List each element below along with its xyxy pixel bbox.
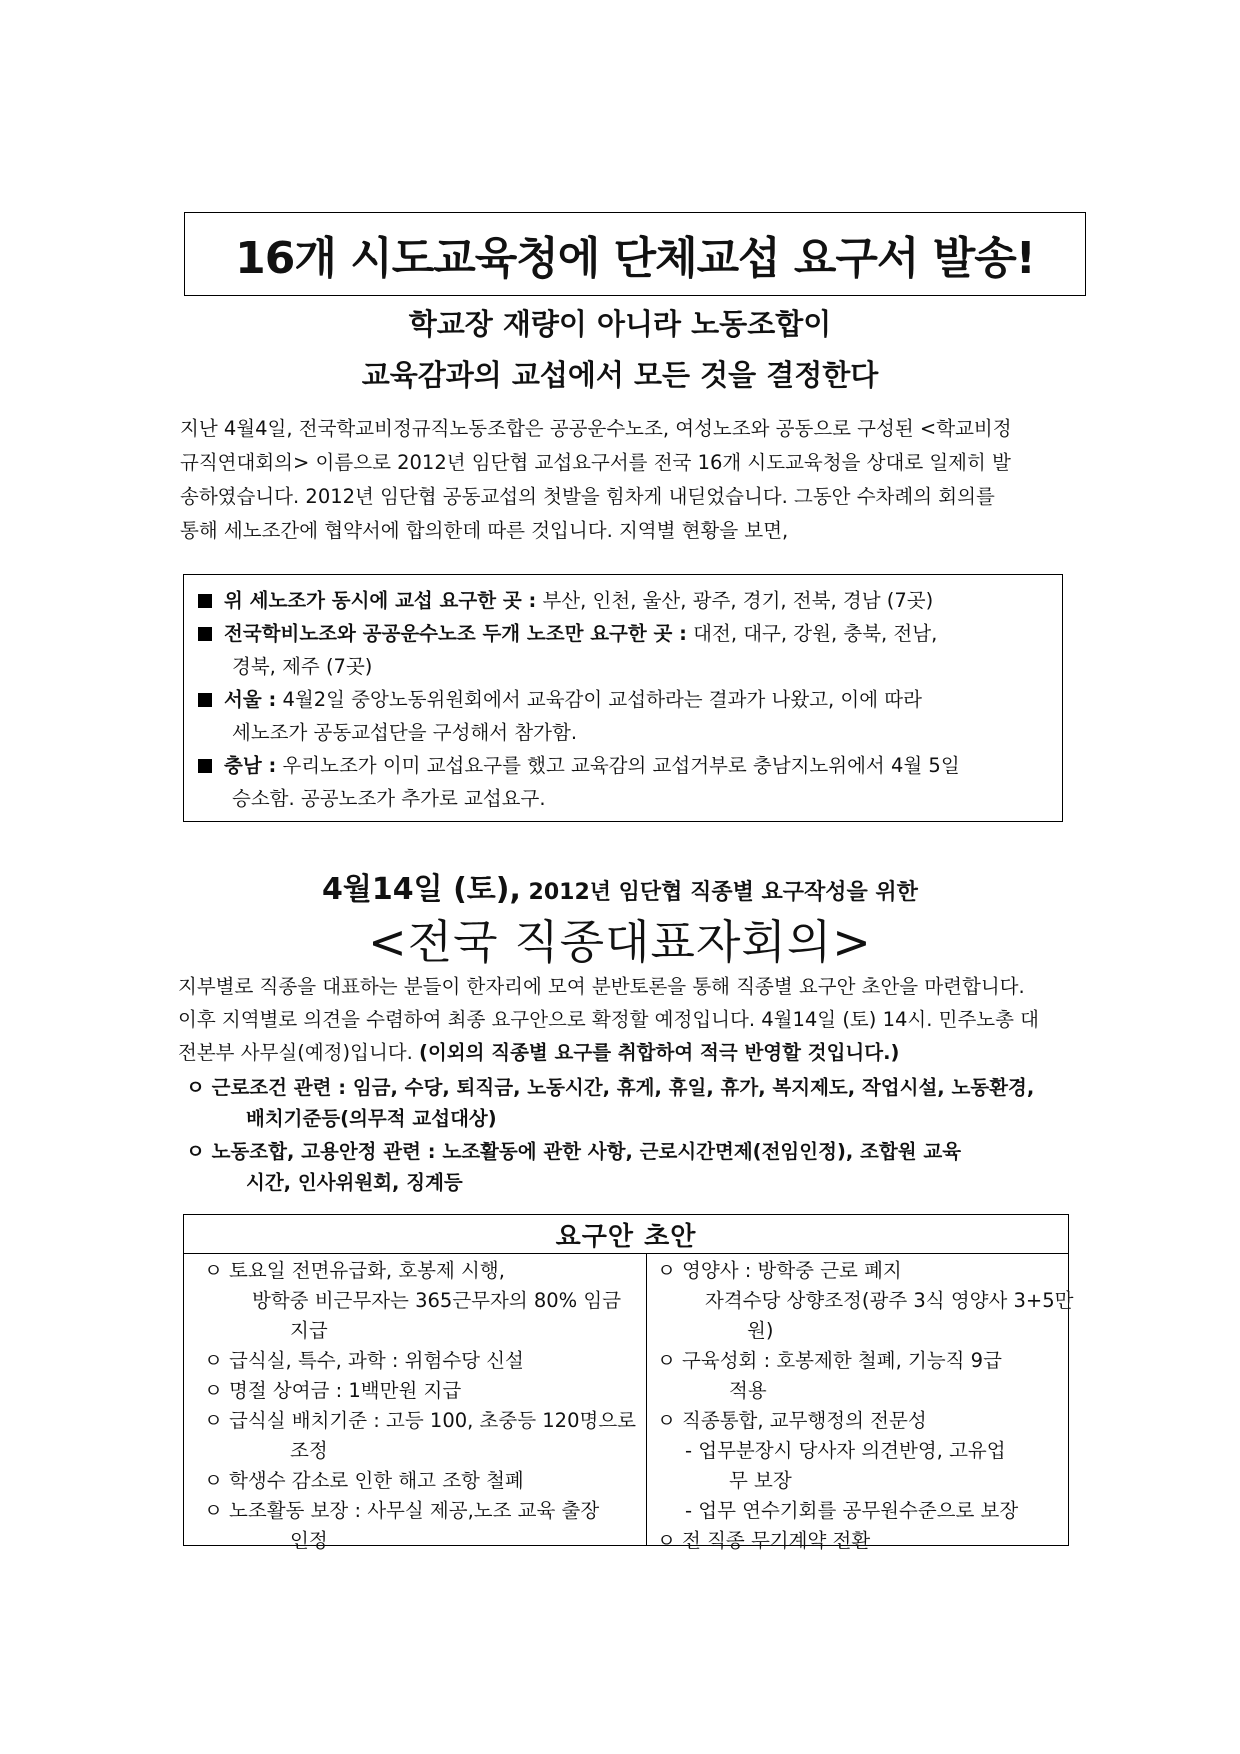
draft-item: ㅇ 급식실, 특수, 과학 : 위험수당 신설 bbox=[204, 1349, 524, 1372]
status-label: 충남 : bbox=[224, 754, 277, 777]
desc-line: 이후 지역별로 의견을 수렴하여 최종 요구안으로 확정할 예정입니다. 4월14일 (토) 14시. 민주노총 대 bbox=[178, 1008, 1039, 1031]
status-text: 우리노조가 이미 교섭요구를 했고 교육감의 교섭거부로 충남지노위에서 4월 5일 bbox=[276, 754, 960, 777]
status-text-cont: 경북, 제주 (7곳) bbox=[232, 655, 373, 678]
draft-left-column bbox=[184, 1254, 647, 1552]
draft-item-cont: 원) bbox=[747, 1319, 774, 1342]
draft-item: ㅇ 노조활동 보장 : 사무실 제공,노조 교육 출장 bbox=[204, 1499, 600, 1522]
desc-line: 지부별로 직종을 대표하는 분들이 한자리에 모여 분반토론을 통해 직종별 요구안 초안을 마련합니다. bbox=[178, 975, 1025, 998]
bullet-line: ㅇ 근로조건 관련 : 임금, 수당, 퇴직금, 노동시간, 휴게, 휴일, 휴가, 복지제도, 작업시설, 노동환경, bbox=[186, 1076, 1035, 1099]
status-label: 위 세노조가 동시에 교섭 요구한 곳 : bbox=[224, 589, 537, 612]
bullet-line: 시간, 인사위원회, 징계등 bbox=[246, 1171, 463, 1194]
desc-emphasis: (이외의 직종별 요구를 취합하여 적극 반영할 것입니다.) bbox=[419, 1041, 900, 1064]
status-text-cont: 승소함. 공공노조가 추가로 교섭요구. bbox=[232, 787, 546, 810]
status-text: 4월2일 중앙노동위원회에서 교육감이 교섭하라는 결과가 나왔고, 이에 따라 bbox=[276, 688, 922, 711]
draft-subitem: - 업무 연수기회를 공무원수준으로 보장 bbox=[685, 1499, 1019, 1522]
draft-item: ㅇ 학생수 감소로 인한 해고 조항 철폐 bbox=[204, 1469, 524, 1492]
bullet-working-conditions bbox=[186, 1072, 1056, 1134]
region-status-box bbox=[183, 574, 1063, 822]
status-label: 서울 : bbox=[224, 688, 277, 711]
subheading-1: 학교장 재량이 아니라 노동조합이 bbox=[408, 307, 832, 341]
status-item bbox=[198, 617, 1048, 650]
draft-columns bbox=[184, 1254, 1074, 1552]
square-bullet-icon bbox=[198, 759, 212, 773]
desc-text: 전본부 사무실(예정)입니다. bbox=[178, 1041, 420, 1064]
draft-subitem: - 업무분장시 당사자 의견반영, 고유업 bbox=[685, 1439, 1006, 1462]
draft-subitem-cont: 무 보장 bbox=[729, 1469, 792, 1492]
bullet-union-employment bbox=[186, 1136, 1056, 1198]
subheading-2: 교육감과의 교섭에서 모든 것을 결정한다 bbox=[361, 358, 879, 392]
draft-item-cont: 방학중 비근무자는 365근무자의 80% 임금 bbox=[252, 1289, 622, 1312]
event-heading bbox=[0, 864, 1240, 908]
intro-paragraph bbox=[180, 412, 1062, 548]
status-text-cont: 세노조가 공동교섭단을 구성해서 참가함. bbox=[232, 721, 578, 744]
draft-item: ㅇ 구육성회 : 호봉제한 철폐, 기능직 9급 bbox=[657, 1349, 1002, 1372]
desc-line bbox=[178, 1036, 1064, 1069]
square-bullet-icon bbox=[198, 693, 212, 707]
status-label: 전국학비노조와 공공운수노조 두개 노조만 요구한 곳 : bbox=[224, 622, 687, 645]
draft-demands-table bbox=[183, 1214, 1074, 1552]
square-bullet-icon bbox=[198, 627, 212, 641]
draft-item: ㅇ 명절 상여금 : 1백만원 지급 bbox=[204, 1379, 462, 1402]
draft-item: ㅇ 영양사 : 방학중 근로 폐지 bbox=[657, 1259, 902, 1282]
status-text: 대전, 대구, 강원, 충북, 전남, bbox=[686, 622, 938, 645]
draft-header: 요구안 초안 bbox=[184, 1215, 1068, 1254]
status-text: 부산, 인천, 울산, 광주, 경기, 전북, 경남 (7곳) bbox=[536, 589, 934, 612]
draft-item-cont: 자격수당 상향조정(광주 3식 영양사 3+5만 bbox=[705, 1289, 1074, 1312]
bullet-line: 배치기준등(의무적 교섭대상) bbox=[246, 1107, 497, 1130]
draft-right-column bbox=[647, 1254, 1074, 1552]
event-subtitle: 2012년 임단협 직종별 요구작성을 위한 bbox=[520, 880, 918, 905]
draft-item: ㅇ 직종통합, 교무행정의 전문성 bbox=[657, 1409, 927, 1432]
page-title: 16개 시도교육청에 단체교섭 요구서 발송! bbox=[235, 233, 1035, 284]
intro-line: 지난 4월4일, 전국학교비정규직노동조합은 공공운수노조, 여성노조와 공동으로 구성된 <학교비정 bbox=[180, 417, 1012, 440]
square-bullet-icon bbox=[198, 594, 212, 608]
status-item bbox=[198, 683, 1048, 716]
bullet-line: ㅇ 노동조합, 고용안정 관련 : 노조활동에 관한 사항, 근로시간면제(전임인정), 조합원 교육 bbox=[186, 1140, 962, 1163]
draft-item-cont: 적용 bbox=[729, 1379, 767, 1402]
draft-item: ㅇ 급식실 배치기준 : 고등 100, 초중등 120명으로 bbox=[204, 1409, 636, 1432]
draft-item-cont: 지급 bbox=[290, 1319, 328, 1342]
intro-line: 통해 세노조간에 협약서에 합의한데 따른 것입니다. 지역별 현황을 보면, bbox=[180, 519, 789, 542]
draft-item-cont: 조정 bbox=[290, 1439, 328, 1462]
status-item bbox=[198, 584, 1048, 617]
meeting-title: <전국 직종대표자회의> bbox=[368, 915, 872, 969]
draft-item-cont: 인정 bbox=[290, 1529, 328, 1552]
draft-item: ㅇ 전 직종 무기계약 전환 bbox=[657, 1529, 871, 1552]
intro-line: 송하였습니다. 2012년 임단협 공동교섭의 첫발을 힘차게 내딛었습니다. 그동안 수차례의 회의를 bbox=[180, 485, 995, 508]
draft-item: ㅇ 토요일 전면유급화, 호봉제 시행, bbox=[204, 1259, 505, 1282]
meeting-description bbox=[178, 970, 1064, 1069]
status-item bbox=[198, 749, 1048, 782]
title-box bbox=[184, 212, 1086, 296]
intro-line: 규직연대회의> 이름으로 2012년 임단협 교섭요구서를 전국 16개 시도교육청을 상대로 일제히 발 bbox=[180, 451, 1011, 474]
event-date: 4월14일 (토), bbox=[322, 872, 521, 907]
